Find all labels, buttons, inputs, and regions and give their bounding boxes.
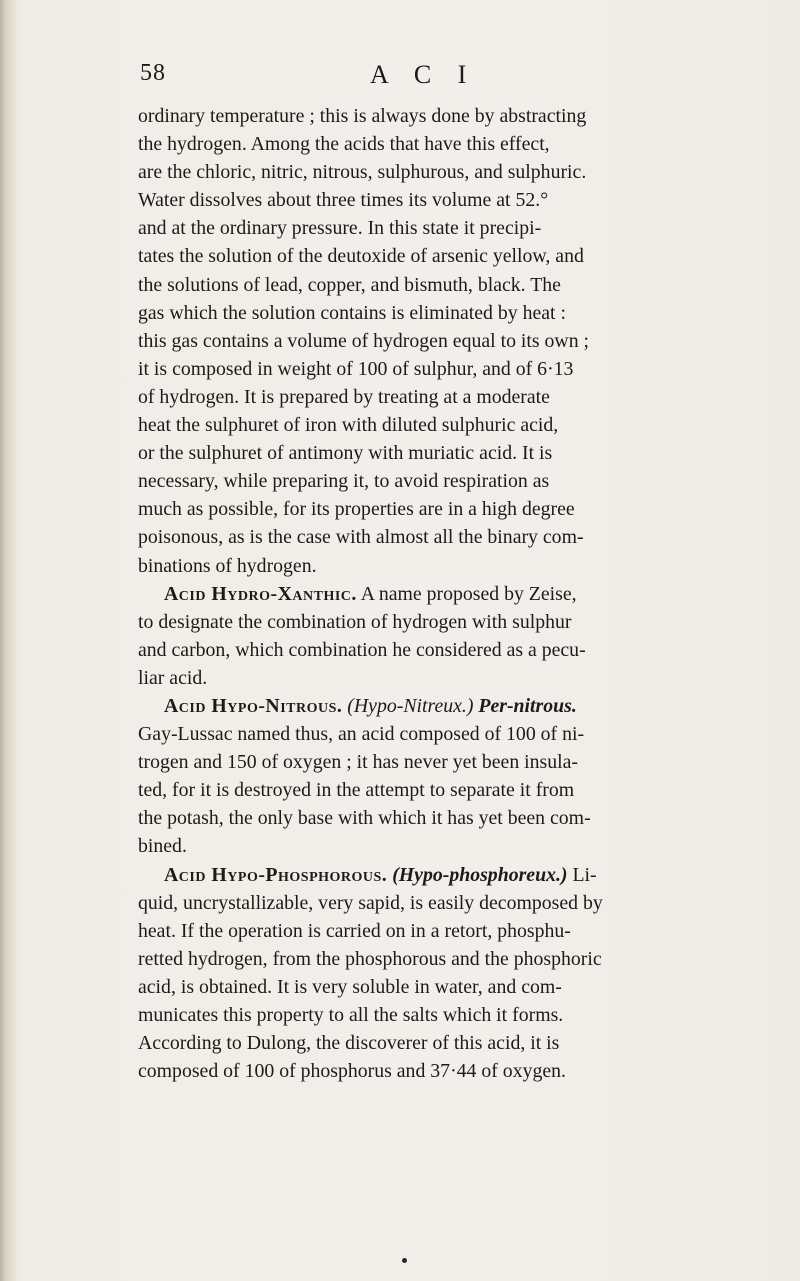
running-head <box>140 60 780 92</box>
binding-edge <box>0 0 16 1281</box>
text-line: of hydrogen. It is prepared by treating at a moderate <box>138 385 550 408</box>
synonym: Per-nitrous. <box>478 694 577 717</box>
text-line: Gay-Lussac named thus, an acid composed of 100 of ni- <box>138 723 585 746</box>
text-line: poisonous, as is the case with almost all the binary com- <box>138 526 584 549</box>
french-name: (Hypo-phosphoreux.) <box>392 863 568 886</box>
text-line: ted, for it is destroyed in the attempt to separate it from <box>138 779 575 802</box>
text-line: necessary, while preparing it, to avoid respiration as <box>138 470 550 493</box>
entry-text: A name proposed by Zeise, <box>356 582 577 605</box>
entry-hydro-xanthic <box>138 580 793 608</box>
text-line: and at the ordinary pressure. In this state it precipi- <box>138 217 542 240</box>
text-line: binations of hydrogen. <box>138 554 317 577</box>
text-line: ordinary temperature ; this is always done by abstracting <box>138 105 587 127</box>
text-line: and carbon, which combination he considered as a pecu- <box>138 638 586 661</box>
text-line: retted hydrogen, from the phosphorous and the phosphoric <box>138 947 602 970</box>
entry-heading: Acid Hypo-Nitrous. <box>164 694 343 717</box>
text-line: heat the sulphuret of iron with diluted sulphuric acid, <box>138 414 559 437</box>
text-line: this gas contains a volume of hydrogen equal to its own ; <box>138 329 590 352</box>
text-line: gas which the solution contains is eliminated by heat : <box>138 301 566 324</box>
entry-heading: Acid Hydro-Xanthic. <box>164 582 357 605</box>
text-line: it is composed in weight of 100 of sulphur, and of 6·13 <box>138 357 574 380</box>
text-line: liar acid. <box>138 666 208 689</box>
entry-hypo-phosphorous <box>138 861 793 889</box>
text-line: or the sulphuret of antimony with muriatic acid. It is <box>138 442 553 465</box>
text-line: municates this property to all the salts which it forms. <box>138 1004 564 1026</box>
page-number: 58 <box>140 60 166 86</box>
text-line: are the chloric, nitric, nitrous, sulphurous, and sulphuric. <box>138 161 587 184</box>
text-line: acid, is obtained. It is very soluble in water, and com- <box>138 975 562 998</box>
entry-text: Li- <box>567 863 597 886</box>
text-line: Water dissolves about three times its volume at 52.° <box>138 189 549 212</box>
running-title: A C I <box>370 60 477 89</box>
text-line: bined. <box>138 835 187 858</box>
text-line: the hydrogen. Among the acids that have this effect, <box>138 133 550 156</box>
entry-hypo-nitrous <box>138 692 793 720</box>
text-line: heat. If the operation is carried on in a retort, phosphu- <box>138 919 571 942</box>
french-name: (Hypo-Nitreux.) <box>347 694 474 717</box>
text-line: quid, uncrystallizable, very sapid, is easily decomposed by <box>138 891 603 914</box>
text-line: tates the solution of the deutoxide of arsenic yellow, and <box>138 245 584 268</box>
text-line: trogen and 150 of oxygen ; it has never yet been insula- <box>138 751 579 774</box>
text-line: the solutions of lead, copper, and bismuth, black. The <box>138 273 561 296</box>
text-line: much as possible, for its properties are in a high degree <box>138 498 575 521</box>
entry-heading: Acid Hypo-Phosphorous. <box>164 863 388 886</box>
text-line: composed of 100 of phosphorus and 37·44 of oxygen. <box>138 1060 566 1083</box>
ink-dot <box>402 1258 407 1263</box>
body-text <box>138 102 793 1085</box>
text-line: the potash, the only base with which it has yet been com- <box>138 807 591 830</box>
text-line: to designate the combination of hydrogen with sulphur <box>138 610 572 633</box>
text-line: According to Dulong, the discoverer of this acid, it is <box>138 1032 560 1055</box>
